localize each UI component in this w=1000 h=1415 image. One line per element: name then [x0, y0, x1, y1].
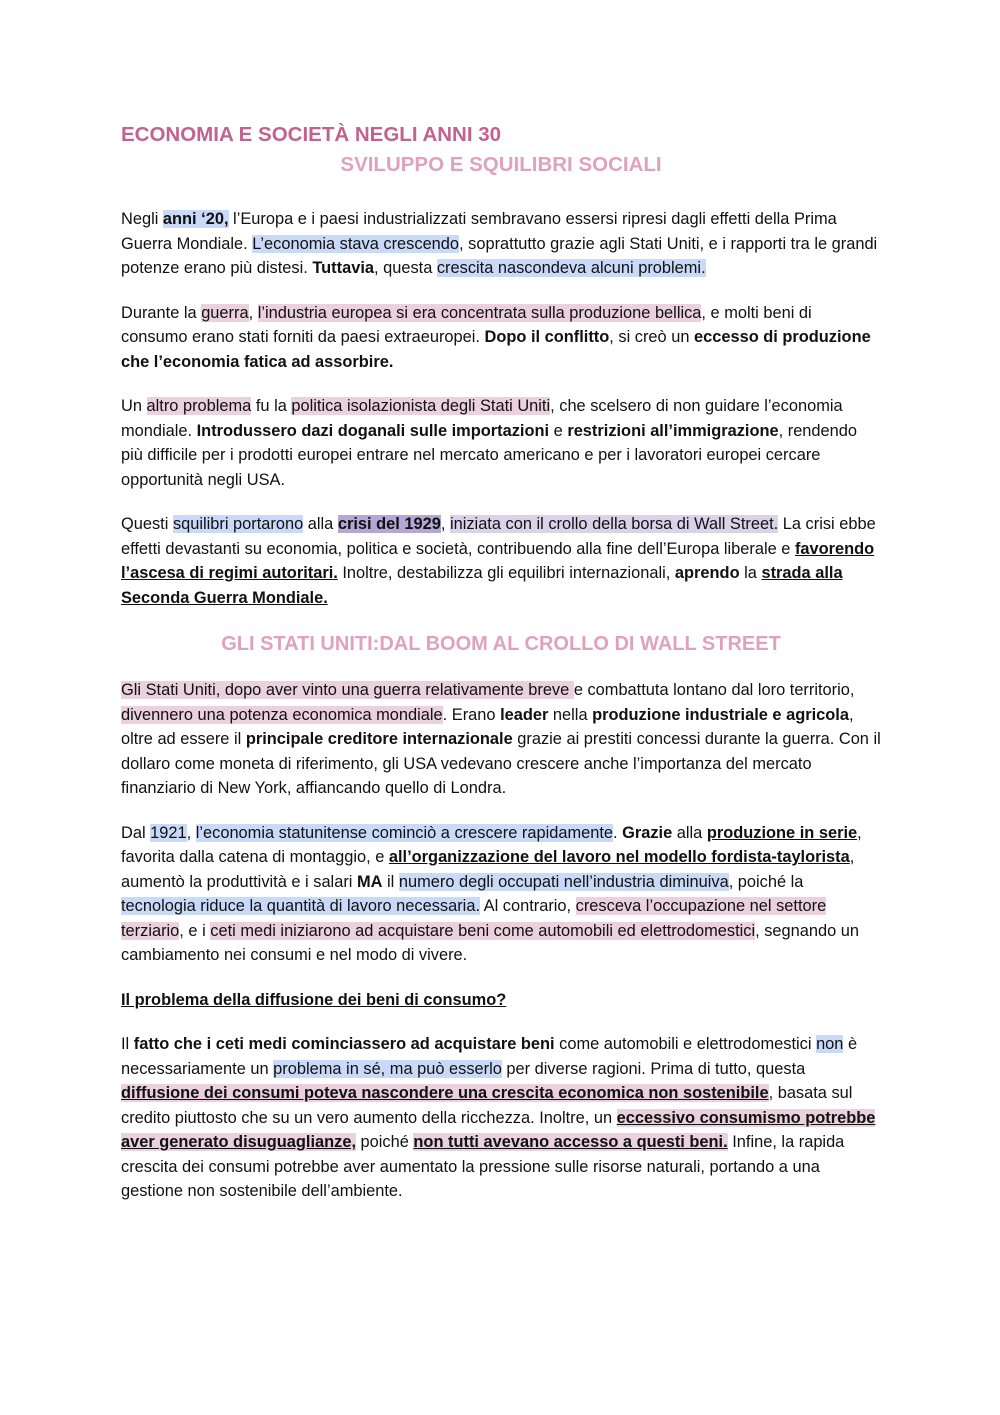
highlight: ceti medi iniziarono ad acquistare beni come automobili ed elettrodomestici	[210, 921, 756, 940]
highlight: 1921	[150, 823, 187, 842]
text: il	[382, 872, 399, 891]
section-title: GLI STATI UNITI:DAL BOOM AL CROLLO DI WALL STREET	[221, 633, 781, 655]
highlight: L’economia stava crescendo	[252, 234, 460, 253]
bold-text: principale creditore internazionale	[245, 730, 513, 748]
bold-text: Introdussero dazi doganali sulle importazioni	[196, 421, 550, 440]
paragraph-1	[121, 207, 881, 281]
text: . Erano	[442, 705, 501, 724]
text: .	[613, 823, 623, 842]
bold-text: eccesso di produzione che l’economia fatica ad assorbire.	[121, 328, 871, 371]
text: come automobili e elettrodomestici	[554, 1035, 817, 1053]
text: grazie ai prestiti concessi durante la guerra. Con il dollaro come moneta di riferimento, gli USA vedevano crescere anche l’importanza del mercato finanziario di New York, affiancando quello di Londra.	[121, 730, 881, 797]
bold-text: Grazie	[622, 823, 673, 842]
question-heading: Il problema della diffusione dei beni di consumo?	[121, 990, 507, 1009]
bold-text: Tuttavia	[312, 259, 374, 277]
text: Negli	[121, 210, 163, 228]
highlight: crescita nascondeva alcuni problemi.	[436, 259, 706, 277]
highlight: politica isolazionista degli Stati Uniti	[291, 397, 551, 415]
document-content	[121, 120, 881, 1224]
paragraph-5	[121, 678, 881, 801]
text: , che scelsero di non guidare l’economia mondiale.	[121, 397, 843, 440]
bold-text: produzione industriale e agricola	[592, 705, 849, 724]
text: Un	[121, 397, 147, 415]
text: e	[549, 421, 568, 440]
bold-underline-text: all’organizzazione del lavoro nel modello fordista-taylorista	[388, 848, 850, 866]
highlight: squilibri portarono	[172, 515, 304, 533]
text: , questa	[373, 259, 437, 277]
text: poiché	[356, 1133, 414, 1151]
highlight: Gli Stati Uniti, dopo aver vinto una guerra relativamente breve	[121, 681, 574, 699]
page-title: ECONOMIA E SOCIETÀ NEGLI ANNI 30	[121, 123, 502, 146]
highlight: anni ‘20,	[162, 210, 229, 228]
text: Questi	[121, 515, 173, 533]
bold-underline-text: strada alla Seconda Guerra Mondiale.	[121, 564, 843, 607]
highlight: eccessivo consumismo potrebbe aver generato disuguaglianze,	[121, 1108, 876, 1151]
bold-text: MA	[356, 872, 383, 891]
text: ,	[186, 823, 196, 842]
text: Al contrario,	[480, 897, 576, 915]
text: , e i	[179, 921, 211, 940]
paragraph-6	[121, 821, 881, 968]
bold-underline-text: favorendo l’ascesa di regimi autoritari.	[121, 539, 875, 582]
text: , poiché la	[728, 872, 804, 891]
text: è necessariamente un	[121, 1035, 858, 1078]
text: Inoltre, destabilizza gli equilibri internazionali,	[337, 564, 675, 582]
page-subtitle: SVILUPPO E SQUILIBRI SOCIALI	[340, 153, 662, 176]
bold-text: restrizioni all’immigrazione	[567, 421, 779, 440]
text: , segnando un cambiamento nei consumi e nel modo di vivere.	[121, 921, 860, 964]
highlight: l’economia statunitense cominciò a crescere rapidamente	[195, 823, 613, 842]
bold-text: leader	[500, 705, 549, 724]
text: e combattuta lontano dal loro territorio,	[573, 681, 855, 699]
highlight: diffusione dei consumi poteva nascondere una crescita economica non sostenibile	[121, 1084, 769, 1102]
highlight: crisi del 1929	[337, 515, 441, 533]
text: alla	[303, 515, 338, 533]
text: Durante la	[121, 303, 202, 322]
text: , soprattutto grazie agli Stati Uniti, e i rapporti tra le grandi potenze erano più distesi.	[121, 234, 878, 277]
text: per diverse ragioni. Prima di tutto, questa	[501, 1059, 806, 1078]
highlight: altro problema	[146, 397, 252, 415]
text: , oltre ad essere il	[121, 705, 854, 748]
paragraph-4	[121, 512, 881, 610]
highlight: non	[816, 1035, 844, 1053]
highlight: tecnologia riduce la quantità di lavoro necessaria.	[121, 897, 480, 915]
text: La crisi ebbe effetti devastanti su economia, politica e società, contribuendo alla fine dell’Europa liberale e	[121, 515, 876, 558]
highlight: guerra	[201, 303, 249, 322]
text: ,	[248, 303, 258, 322]
highlight: numero degli occupati nell’industria diminuiva	[398, 872, 729, 891]
paragraph-2	[121, 301, 881, 375]
bold-text: aprendo	[674, 564, 740, 582]
text: Il	[121, 1035, 134, 1053]
text: Infine, la rapida crescita dei consumi potrebbe aver aumentato la pressione sulle risorse naturali, portando a una gestione non sostenibile dell’ambiente.	[121, 1133, 845, 1200]
highlight: cresceva l’occupazione nel settore terziario	[121, 897, 827, 940]
text: , rendendo più difficile per i prodotti europei entrare nel mercato americano e per i lavoratori europei cercare opportunità negli USA.	[121, 421, 858, 489]
text: ,	[440, 515, 450, 533]
text: Dal	[121, 823, 151, 842]
paragraph-3	[121, 394, 881, 492]
bold-text: Dopo il conflitto	[484, 328, 610, 346]
text: nella	[548, 705, 593, 724]
highlight: iniziata con il crollo della borsa di Wall Street.	[449, 515, 779, 533]
highlight: divennero una potenza economica mondiale	[121, 705, 443, 724]
highlight: non tutti avevano accesso a questi beni.	[413, 1133, 728, 1151]
text: , e molti beni di consumo erano stati forniti da paesi extraeuropei.	[121, 303, 812, 346]
text: l’Europa e i paesi industrializzati sembravano essersi ripresi dagli effetti della Prima Guerra Mondiale.	[121, 210, 837, 253]
text: fu la	[251, 397, 292, 415]
text: , aumentò la produttività e i salari	[121, 848, 855, 891]
bold-underline-text: produzione in serie	[706, 823, 858, 842]
highlight: problema in sé, ma può esserlo	[273, 1059, 502, 1078]
text: , si creò un	[609, 328, 694, 346]
paragraph-7	[121, 1032, 881, 1204]
text: , favorita dalla catena di montaggio, e	[121, 823, 862, 866]
text: , basata sul credito piuttosto che su un vero aumento della ricchezza. Inoltre, un	[121, 1084, 853, 1127]
text: alla	[672, 823, 707, 842]
bold-text: fatto che i ceti medi cominciassero ad acquistare beni	[133, 1035, 555, 1053]
highlight: l’industria europea si era concentrata sulla produzione bellica	[257, 303, 702, 322]
text: la	[739, 564, 762, 582]
